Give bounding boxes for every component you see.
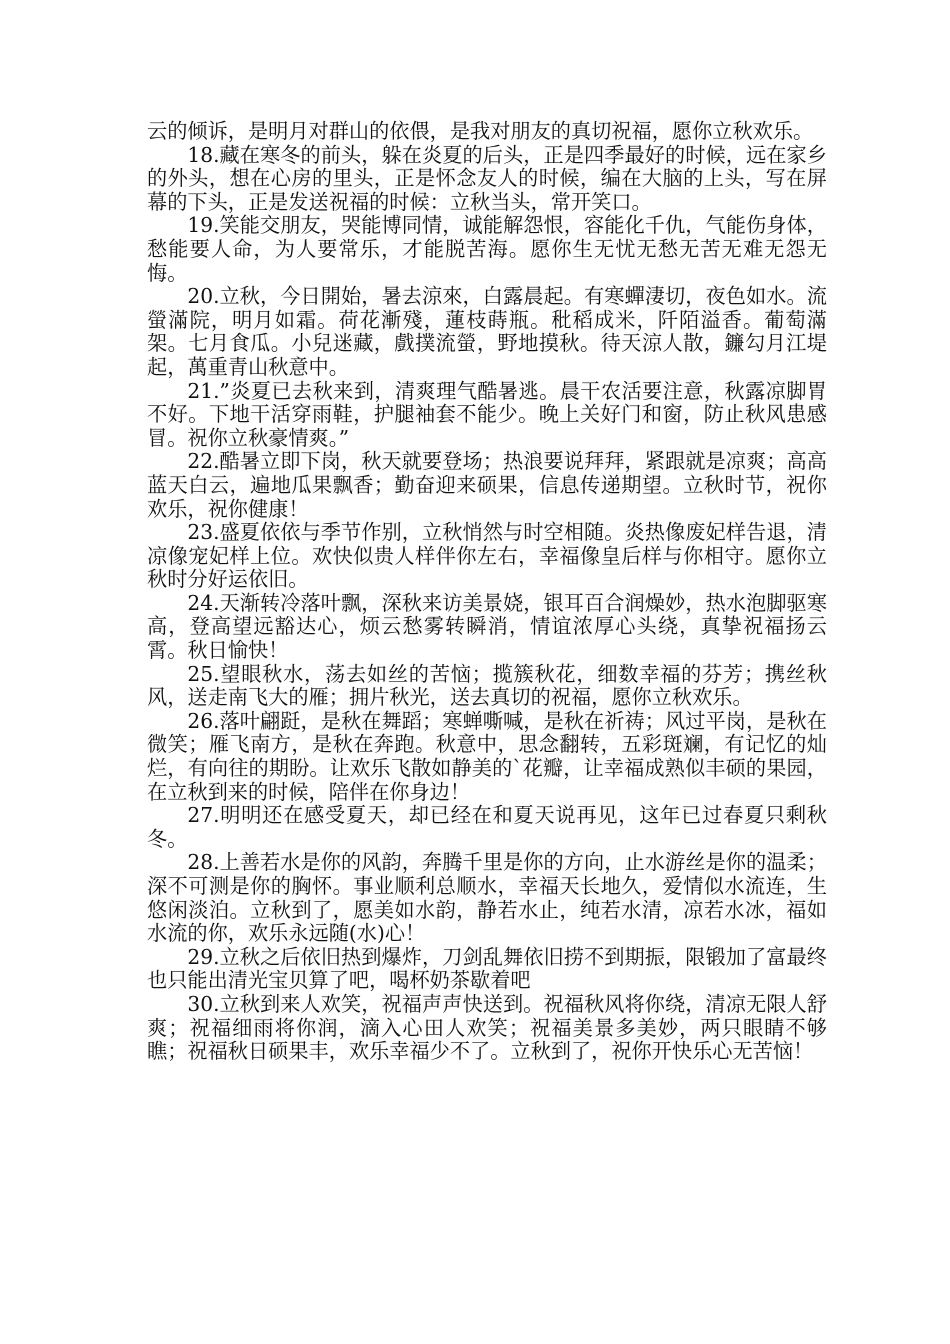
paragraph-26: 26.落叶翩跹，是秋在舞蹈；寒蝉嘶喊，是秋在祈祷；风过平岗，是秋在微笑；雁飞南方，是秋在奔跑。秋意中，思念翻转，五彩斑斓，有记忆的灿烂，有向往的期盼。让欢乐飞散如静美的`花瓣，让幸福成熟似丰硕的果园，在立秋到来的时候，陪伴在你身边！ xyxy=(147,708,827,804)
paragraph-27: 27.明明还在感受夏天，却已经在和夏天说再见，这年已过春夏只剩秋冬。 xyxy=(147,803,827,851)
paragraph-24: 24.天渐转冷落叶飘，深秋来访美景娆，银耳百合润燥妙，热水泡脚驱寒高，登高望远豁达心，烦云愁雾转瞬消，情谊浓厚心头绕，真挚祝福扬云霄。秋日愉快！ xyxy=(147,590,827,663)
paragraph-18: 18.藏在寒冬的前头，躲在炎夏的后头，正是四季最好的时候，远在家乡的外头，想在心房的里头，正是怀念友人的时候，编在大脑的上头，写在屏幕的下头，正是发送祝福的时候：立秋当头，常开笑口。 xyxy=(147,142,827,214)
paragraph-19: 19.笑能交朋友，哭能博同情，诚能解怨恨，容能化千仇，气能伤身体，愁能要人命，为人要常乐，才能脱苦海。愿你生无忧无愁无苦无难无怨无悔。 xyxy=(147,213,827,285)
paragraph-21: 21.”炎夏已去秋来到，清爽理气酷暑逃。晨干农活要注意，秋露凉脚胃不好。下地干活穿雨鞋，护腿袖套不能少。晚上关好门和窗，防止秋风患感冒。祝你立秋豪情爽。” xyxy=(147,378,827,450)
paragraph-28: 28.上善若水是你的风韵，奔腾千里是你的方向，止水游丝是你的温柔；深不可测是你的胸怀。事业顺利总顺水，幸福天长地久，爱情似水流连，生悠闲淡泊。立秋到了，愿美如水韵，静若水止，纯若水清，凉若水冰，福如水流的你，欢乐永远随(水)心！ xyxy=(147,850,827,946)
document-body xyxy=(147,120,827,1064)
paragraph-17-continued: 云的倾诉，是明月对群山的依偎，是我对朋友的真切祝福，愿你立秋欢乐。 xyxy=(147,119,814,143)
paragraph-25: 25.望眼秋水，荡去如丝的苦恼；揽簇秋花，细数幸福的芬芳；携丝秋风，送走南飞大的雁；拥片秋光，送去真切的祝福，愿你立秋欢乐。 xyxy=(147,661,827,710)
paragraph-22: 22.酷暑立即下岗，秋天就要登场；热浪要说拜拜，紧跟就是凉爽；高高蓝天白云，遍地瓜果飘香；勤奋迎来硕果，信息传递期望。立秋时节，祝你欢乐，祝你健康！ xyxy=(147,449,827,521)
paragraph-20: 20.立秋，今日開始，暑去涼來，白露晨起。有寒蟬淒切，夜色如水。流螢滿院，明月如霜。荷花漸殘，蓮枝蒔瓶。秕稻成米，阡陌溢香。葡萄滿架。七月食瓜。小兒迷藏，戲撲流螢，野地摸秋。待天涼人散，鐮勾月江堤起，萬重青山秋意中。 xyxy=(147,284,827,379)
paragraph-30: 30.立秋到来人欢笑，祝福声声快送到。祝福秋风将你绕，清凉无限人舒爽；祝福细雨将你润，滴入心田人欢笑；祝福美景多美妙，两只眼睛不够瞧；祝福秋日硕果丰，欢乐幸福少不了。立秋到了，祝你开快乐心无苦恼！ xyxy=(147,991,827,1064)
paragraph-29: 29.立秋之后依旧热到爆炸，刀剑乱舞依旧捞不到期振，限锻加了富最终也只能出清光宝贝算了吧，喝杯奶茶歇着吧 xyxy=(147,944,827,993)
paragraph-23: 23.盛夏依依与季节作别，立秋悄然与时空相随。炎热像废妃样告退，清凉像宠妃样上位。欢快似贵人样伴你左右，幸福像皇后样与你相守。愿你立秋时分好运依旧。 xyxy=(147,520,827,592)
